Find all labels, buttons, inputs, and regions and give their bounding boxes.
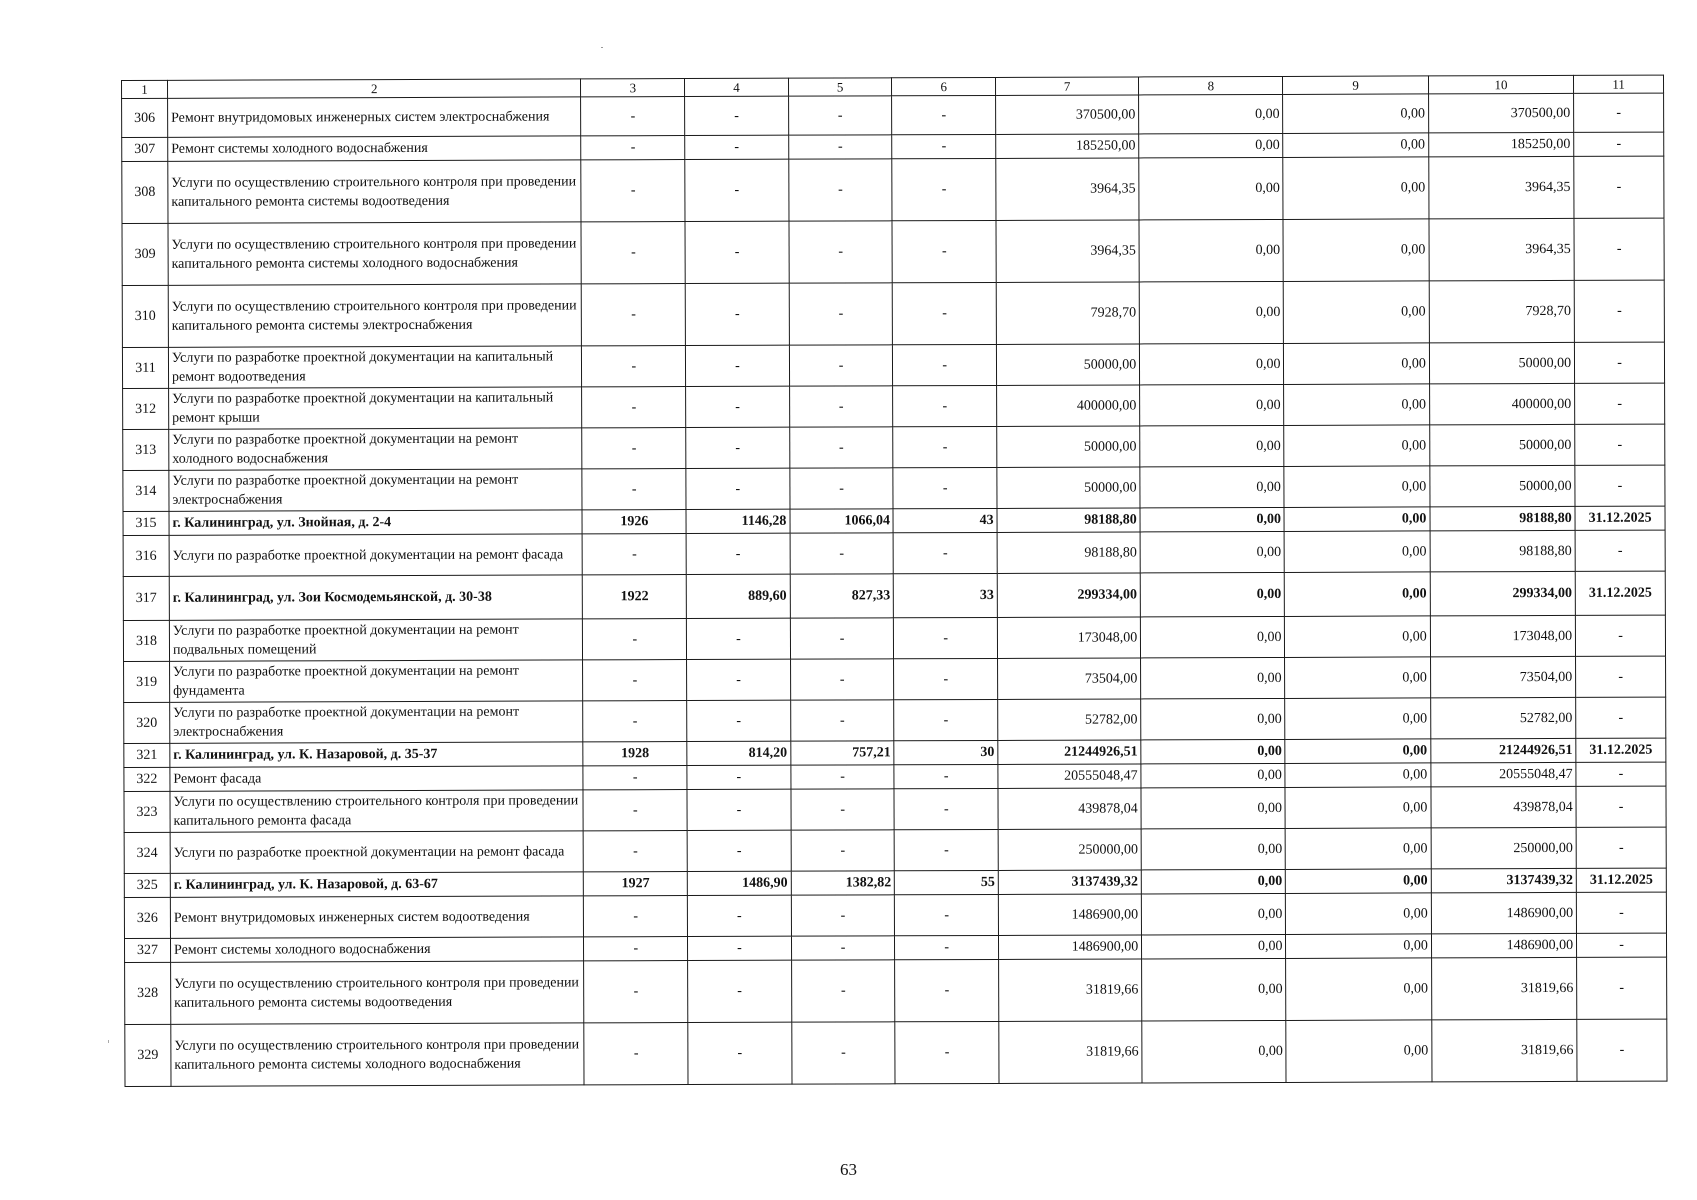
residents-count-cell: - [895, 829, 999, 870]
regional-funds-cell: 0,00 [1286, 869, 1431, 894]
federal-funds-cell: 0,00 [1141, 787, 1285, 829]
document-sheet [121, 75, 1668, 1087]
federal-funds-cell: 0,00 [1139, 94, 1283, 134]
row-number-cell: 312 [123, 388, 169, 429]
row-number-cell: 313 [123, 429, 169, 470]
total-area-cell: - [687, 789, 791, 830]
regional-funds-cell: 0,00 [1286, 958, 1432, 1021]
total-cost-cell: 400000,00 [997, 385, 1140, 426]
residents-count-cell: 30 [894, 740, 998, 764]
year-built-cell: - [581, 222, 685, 284]
work-item-row [124, 656, 1666, 702]
year-built-cell: - [582, 284, 686, 346]
item-name-cell: Услуги по разработке проектной документации на ремонт фасада [169, 534, 583, 576]
completion-date-cell: 31.12.2025 [1576, 868, 1666, 892]
year-built-cell: - [583, 660, 687, 701]
regional-funds-cell: 0,00 [1285, 739, 1430, 764]
federal-funds-cell: 0,00 [1142, 934, 1286, 959]
year-built-cell: - [582, 428, 686, 469]
year-built-cell: - [584, 961, 688, 1023]
work-item-row [125, 957, 1667, 1024]
completion-date-cell: - [1575, 342, 1665, 383]
owner-funds-cell: 3137439,32 [1431, 868, 1576, 893]
owner-funds-cell: 400000,00 [1429, 383, 1574, 425]
completion-date-cell: - [1576, 656, 1666, 697]
federal-funds-cell: 0,00 [1140, 466, 1284, 508]
federal-funds-cell: 0,00 [1142, 958, 1286, 1021]
federal-funds-cell: 0,00 [1140, 572, 1284, 617]
federal-funds-cell: 0,00 [1141, 698, 1285, 740]
residential-area-cell: - [790, 468, 894, 509]
residential-area-cell: - [791, 936, 895, 960]
residential-area-cell: - [790, 700, 894, 741]
row-number-cell: 317 [123, 576, 169, 620]
regional-funds-cell: 0,00 [1285, 763, 1430, 788]
total-cost-cell: 370500,00 [996, 95, 1139, 134]
federal-funds-cell: 0,00 [1140, 425, 1284, 467]
year-built-cell: - [583, 534, 687, 575]
total-area-cell: - [685, 135, 789, 159]
owner-funds-cell: 52782,00 [1430, 697, 1575, 739]
owner-funds-cell: 250000,00 [1431, 827, 1576, 869]
year-built-cell: - [582, 387, 686, 428]
work-item-row [124, 697, 1666, 743]
residential-area-cell: 827,33 [790, 574, 894, 618]
total-area-cell: 889,60 [686, 574, 790, 618]
federal-funds-cell: 0,00 [1140, 343, 1284, 385]
item-name-cell: Услуги по разработке проектной документации на ремонт фасада [170, 831, 584, 873]
completion-date-cell: - [1577, 1019, 1667, 1081]
completion-date-cell: - [1575, 530, 1665, 571]
regional-funds-cell: 0,00 [1283, 157, 1429, 220]
regional-funds-cell: 0,00 [1284, 507, 1429, 532]
total-cost-cell: 299334,00 [997, 573, 1140, 617]
year-built-cell: 1928 [583, 742, 687, 766]
residential-area-cell: - [789, 283, 893, 345]
residential-area-cell: - [790, 659, 894, 700]
item-name-cell: Ремонт системы холодного водоснабжения [168, 136, 582, 161]
year-built-cell: - [581, 136, 685, 160]
owner-funds-cell: 31819,66 [1432, 1019, 1578, 1082]
item-name-cell: г. Калининград, ул. Зои Космодемьянской, д. 30-38 [169, 575, 583, 620]
row-number-cell: 311 [122, 347, 168, 388]
federal-funds-cell: 0,00 [1141, 657, 1285, 699]
column-header-3: 3 [581, 79, 685, 97]
federal-funds-cell: 0,00 [1141, 763, 1285, 788]
regional-funds-cell: 0,00 [1286, 934, 1431, 959]
residents-count-cell: - [892, 95, 996, 134]
residents-count-cell: - [894, 699, 998, 740]
residents-count-cell: 55 [895, 870, 999, 894]
total-area-cell: - [686, 533, 790, 574]
residential-area-cell: - [790, 618, 894, 659]
federal-funds-cell: 0,00 [1139, 219, 1283, 282]
completion-date-cell: - [1576, 615, 1666, 656]
completion-date-cell: - [1575, 465, 1665, 506]
residential-area-cell: - [792, 1022, 896, 1084]
regional-funds-cell: 0,00 [1284, 281, 1430, 344]
item-name-cell: Услуги по осуществлению строительного контроля при проведении капитального ремонта системы холодного водоснабжения [171, 1023, 585, 1086]
total-cost-cell: 439878,04 [998, 788, 1141, 829]
completion-date-cell: - [1576, 697, 1666, 738]
year-built-cell: - [584, 831, 688, 872]
work-item-row [122, 156, 1664, 223]
total-cost-cell: 20555048,47 [998, 764, 1141, 788]
residents-count-cell: - [894, 788, 998, 829]
completion-date-cell: - [1576, 827, 1666, 868]
residents-count-cell: 43 [893, 508, 997, 532]
column-header-7: 7 [996, 77, 1139, 95]
scan-speck [108, 1040, 109, 1043]
year-built-cell: 1926 [582, 510, 686, 534]
regional-funds-cell: 0,00 [1285, 698, 1430, 740]
year-built-cell: 1922 [583, 575, 687, 619]
completion-date-cell: - [1577, 957, 1667, 1019]
regional-funds-cell: 0,00 [1284, 343, 1429, 385]
total-area-cell: - [688, 936, 792, 960]
work-item-row [123, 465, 1665, 511]
residential-area-cell: 757,21 [791, 741, 895, 765]
item-name-cell: Услуги по осуществлению строительного контроля при проведении капитального ремонта системы водоотведения [168, 160, 582, 223]
completion-date-cell: - [1574, 280, 1664, 342]
residential-area-cell: - [788, 135, 892, 159]
total-cost-cell: 73504,00 [998, 658, 1141, 699]
year-built-cell: - [583, 701, 687, 742]
total-cost-cell: 1486900,00 [999, 935, 1142, 959]
residents-count-cell: - [894, 617, 998, 658]
residential-area-cell: - [789, 386, 893, 427]
page-number: 63 [840, 1160, 857, 1179]
regional-funds-cell: 0,00 [1283, 133, 1428, 158]
item-name-cell: Услуги по осуществлению строительного контроля при проведении капитального ремонта системы водоотведения [171, 961, 585, 1024]
year-built-cell: - [583, 790, 687, 831]
total-area-cell: - [686, 468, 790, 509]
regional-funds-cell: 0,00 [1283, 219, 1429, 282]
row-number-cell: 328 [125, 962, 171, 1024]
residential-area-cell: - [789, 159, 893, 221]
residents-count-cell: - [892, 158, 996, 220]
residents-count-cell: - [895, 935, 999, 959]
total-cost-cell: 1486900,00 [998, 894, 1141, 935]
total-area-cell: - [688, 1022, 792, 1084]
work-item-row [124, 892, 1666, 938]
residents-count-cell: - [895, 1021, 999, 1083]
row-number-cell: 316 [123, 535, 169, 576]
column-header-10: 10 [1428, 75, 1573, 94]
item-name-cell: Ремонт внутридомовых инженерных систем водоотведения [170, 896, 584, 938]
residential-area-cell: 1382,82 [791, 871, 895, 895]
regional-funds-cell: 0,00 [1285, 572, 1430, 617]
regional-funds-cell: 0,00 [1285, 657, 1430, 699]
total-area-cell: - [687, 765, 791, 789]
owner-funds-cell: 73504,00 [1430, 656, 1575, 698]
residential-area-cell: - [791, 789, 895, 830]
table-body [122, 75, 1668, 1086]
regional-funds-cell: 0,00 [1285, 787, 1430, 829]
owner-funds-cell: 3964,35 [1429, 156, 1575, 219]
year-built-cell: 1927 [584, 872, 688, 896]
work-item-row [123, 615, 1665, 661]
residents-count-cell: - [894, 658, 998, 699]
residential-area-cell: - [789, 345, 893, 386]
residents-count-cell: - [893, 282, 997, 344]
completion-date-cell: 31.12.2025 [1575, 506, 1665, 530]
total-area-cell: - [685, 283, 789, 345]
work-item-row [124, 827, 1666, 873]
owner-funds-cell: 20555048,47 [1431, 762, 1576, 787]
work-item-row [122, 280, 1664, 347]
year-built-cell: - [581, 97, 685, 136]
residents-count-cell: 33 [894, 573, 998, 617]
repair-schedule-table [121, 75, 1668, 1087]
total-cost-cell: 7928,70 [996, 282, 1139, 344]
federal-funds-cell: 0,00 [1141, 616, 1285, 658]
total-area-cell: - [687, 830, 791, 871]
federal-funds-cell: 0,00 [1141, 828, 1285, 870]
residents-count-cell: - [892, 134, 996, 158]
address-row [123, 571, 1665, 620]
column-header-9: 9 [1283, 76, 1428, 95]
item-name-cell: Услуги по разработке проектной документации на ремонт фундамента [169, 660, 583, 702]
total-area-cell: - [685, 221, 789, 283]
federal-funds-cell: 0,00 [1140, 384, 1284, 426]
row-number-cell: 325 [124, 873, 170, 897]
total-area-cell: - [687, 659, 791, 700]
column-header-6: 6 [892, 77, 996, 95]
completion-date-cell: - [1574, 156, 1664, 218]
work-item-row [122, 218, 1664, 285]
owner-funds-cell: 50000,00 [1430, 465, 1575, 507]
work-item-row [122, 342, 1664, 388]
owner-funds-cell: 50000,00 [1430, 424, 1575, 466]
year-built-cell: - [582, 346, 686, 387]
regional-funds-cell: 0,00 [1285, 616, 1430, 658]
residential-area-cell: - [789, 221, 893, 283]
completion-date-cell: - [1576, 892, 1666, 933]
item-name-cell: г. Калининград, ул. К. Назаровой, д. 35-37 [170, 742, 584, 767]
item-name-cell: Услуги по разработке проектной документации на ремонт электроснабжения [170, 701, 584, 743]
total-cost-cell: 31819,66 [999, 959, 1142, 1021]
total-area-cell: - [688, 960, 792, 1022]
total-cost-cell: 31819,66 [999, 1021, 1142, 1083]
residential-area-cell: - [791, 830, 895, 871]
item-name-cell: Услуги по осуществлению строительного контроля при проведении капитального ремонта фасада [170, 790, 584, 832]
regional-funds-cell: 0,00 [1286, 828, 1431, 870]
total-cost-cell: 50000,00 [997, 467, 1140, 508]
federal-funds-cell: 0,00 [1139, 133, 1283, 158]
year-built-cell: - [583, 766, 687, 790]
item-name-cell: Услуги по разработке проектной документации на капитальный ремонт водоотведения [168, 346, 582, 388]
owner-funds-cell: 31819,66 [1431, 957, 1577, 1020]
scan-speck [601, 47, 603, 48]
total-area-cell: - [686, 345, 790, 386]
total-area-cell: 814,20 [687, 741, 791, 765]
owner-funds-cell: 7928,70 [1429, 280, 1575, 343]
work-item-row [124, 786, 1666, 832]
row-number-cell: 309 [122, 223, 168, 285]
residents-count-cell: - [893, 385, 997, 426]
federal-funds-cell: 0,00 [1139, 157, 1283, 220]
regional-funds-cell: 0,00 [1286, 1020, 1432, 1083]
regional-funds-cell: 0,00 [1285, 531, 1430, 573]
total-area-cell: 1486,90 [687, 871, 791, 895]
year-built-cell: - [584, 937, 688, 961]
year-built-cell: - [581, 160, 685, 222]
item-name-cell: Услуги по разработке проектной документации на капитальный ремонт крыши [169, 387, 583, 429]
regional-funds-cell: 0,00 [1284, 466, 1429, 508]
total-area-cell: - [687, 618, 791, 659]
owner-funds-cell: 1486900,00 [1431, 933, 1576, 958]
completion-date-cell: - [1575, 424, 1665, 465]
residential-area-cell: - [790, 533, 894, 574]
column-header-5: 5 [788, 78, 892, 96]
federal-funds-cell: 0,00 [1140, 507, 1284, 532]
item-name-cell: Услуги по разработке проектной документации на ремонт холодного водоснабжения [169, 428, 583, 470]
total-cost-cell: 3964,35 [996, 220, 1139, 282]
completion-date-cell: - [1576, 762, 1666, 786]
residential-area-cell: - [791, 960, 895, 1022]
row-number-cell: 314 [123, 470, 169, 511]
total-cost-cell: 50000,00 [997, 426, 1140, 467]
residents-count-cell: - [893, 532, 997, 573]
total-area-cell: - [685, 159, 789, 221]
item-name-cell: Услуги по осуществлению строительного контроля при проведении капитального ремонта системы холодного водоснабжения [168, 222, 582, 285]
regional-funds-cell: 0,00 [1284, 425, 1429, 467]
row-number-cell: 326 [124, 897, 170, 938]
row-number-cell: 310 [122, 285, 168, 347]
owner-funds-cell: 98188,80 [1430, 530, 1575, 572]
total-cost-cell: 173048,00 [997, 617, 1140, 658]
regional-funds-cell: 0,00 [1284, 384, 1429, 426]
total-cost-cell: 98188,80 [997, 532, 1140, 573]
owner-funds-cell: 50000,00 [1429, 342, 1574, 384]
residential-area-cell: - [791, 895, 895, 936]
item-name-cell: Услуги по разработке проектной документации на ремонт подвальных помещений [169, 619, 583, 661]
residents-count-cell: - [892, 220, 996, 282]
completion-date-cell: - [1574, 218, 1664, 280]
owner-funds-cell: 370500,00 [1428, 93, 1573, 133]
completion-date-cell: 31.12.2025 [1576, 738, 1666, 762]
completion-date-cell: - [1574, 132, 1664, 156]
work-item-row [123, 530, 1665, 576]
year-built-cell: - [582, 469, 686, 510]
row-number-cell: 320 [124, 702, 170, 743]
total-cost-cell: 50000,00 [996, 344, 1139, 385]
column-header-4: 4 [685, 78, 789, 96]
total-area-cell: - [687, 700, 791, 741]
year-built-cell: - [584, 1023, 688, 1085]
residential-area-cell: 1066,04 [790, 509, 894, 533]
year-built-cell: - [583, 619, 687, 660]
work-item-row [123, 383, 1665, 429]
total-cost-cell: 52782,00 [998, 699, 1141, 740]
total-cost-cell: 185250,00 [996, 134, 1139, 158]
owner-funds-cell: 185250,00 [1429, 132, 1574, 157]
federal-funds-cell: 0,00 [1141, 869, 1285, 894]
owner-funds-cell: 1486900,00 [1431, 892, 1576, 934]
owner-funds-cell: 3964,35 [1429, 218, 1575, 281]
total-cost-cell: 21244926,51 [998, 740, 1141, 764]
item-name-cell: Ремонт фасада [170, 766, 584, 791]
row-number-cell: 321 [124, 743, 170, 767]
residents-count-cell: - [893, 467, 997, 508]
column-header-8: 8 [1139, 76, 1283, 95]
total-cost-cell: 3137439,32 [998, 870, 1141, 894]
work-item-row [122, 93, 1664, 137]
row-number-cell: 324 [124, 832, 170, 873]
work-item-row [123, 424, 1665, 470]
total-cost-cell: 3964,35 [996, 158, 1139, 220]
completion-date-cell: - [1574, 93, 1664, 132]
residents-count-cell: - [894, 764, 998, 788]
item-name-cell: г. Калининград, ул. К. Назаровой, д. 63-67 [170, 872, 584, 897]
row-number-cell: 319 [124, 661, 170, 702]
column-header-2: 2 [167, 79, 581, 98]
owner-funds-cell: 299334,00 [1430, 571, 1575, 616]
residential-area-cell: - [789, 427, 893, 468]
residential-area-cell: - [791, 765, 895, 789]
total-cost-cell: 250000,00 [998, 829, 1141, 870]
row-number-cell: 308 [122, 161, 168, 223]
completion-date-cell: - [1575, 383, 1665, 424]
federal-funds-cell: 0,00 [1140, 531, 1284, 573]
completion-date-cell: - [1576, 786, 1666, 827]
total-area-cell: - [686, 427, 790, 468]
item-name-cell: Ремонт внутридомовых инженерных систем электроснабжения [168, 97, 582, 137]
work-item-row [125, 1019, 1667, 1086]
row-number-cell: 307 [122, 137, 168, 161]
row-number-cell: 306 [122, 98, 168, 137]
total-area-cell: 1146,28 [686, 509, 790, 533]
federal-funds-cell: 0,00 [1142, 1020, 1286, 1083]
total-area-cell: - [686, 386, 790, 427]
column-header-11: 11 [1574, 75, 1664, 93]
item-name-cell: Услуги по осуществлению строительного контроля при проведении капитального ремонта системы электроснабжения [168, 284, 582, 347]
residents-count-cell: - [895, 959, 999, 1021]
item-name-cell: Услуги по разработке проектной документации на ремонт электроснабжения [169, 469, 583, 511]
row-number-cell: 318 [123, 620, 169, 661]
row-number-cell: 323 [124, 791, 170, 832]
residents-count-cell: - [893, 426, 997, 467]
regional-funds-cell: 0,00 [1283, 94, 1428, 134]
completion-date-cell: - [1577, 933, 1667, 957]
item-name-cell: Ремонт системы холодного водоснабжения [170, 937, 584, 962]
year-built-cell: - [584, 896, 688, 937]
owner-funds-cell: 439878,04 [1431, 786, 1576, 828]
federal-funds-cell: 0,00 [1141, 739, 1285, 764]
residential-area-cell: - [788, 96, 892, 135]
total-area-cell: - [685, 96, 789, 135]
residents-count-cell: - [895, 894, 999, 935]
row-number-cell: 329 [125, 1024, 171, 1086]
item-name-cell: г. Калининград, ул. Знойная, д. 2-4 [169, 510, 583, 535]
federal-funds-cell: 0,00 [1139, 281, 1283, 344]
owner-funds-cell: 21244926,51 [1431, 738, 1576, 763]
regional-funds-cell: 0,00 [1286, 893, 1431, 935]
owner-funds-cell: 173048,00 [1430, 615, 1575, 657]
federal-funds-cell: 0,00 [1142, 893, 1286, 935]
total-cost-cell: 98188,80 [997, 508, 1140, 532]
total-area-cell: - [687, 895, 791, 936]
row-number-cell: 315 [123, 511, 169, 535]
column-header-1: 1 [122, 80, 168, 98]
row-number-cell: 322 [124, 767, 170, 791]
owner-funds-cell: 98188,80 [1430, 506, 1575, 531]
completion-date-cell: 31.12.2025 [1575, 571, 1665, 615]
row-number-cell: 327 [124, 938, 170, 962]
residents-count-cell: - [893, 344, 997, 385]
